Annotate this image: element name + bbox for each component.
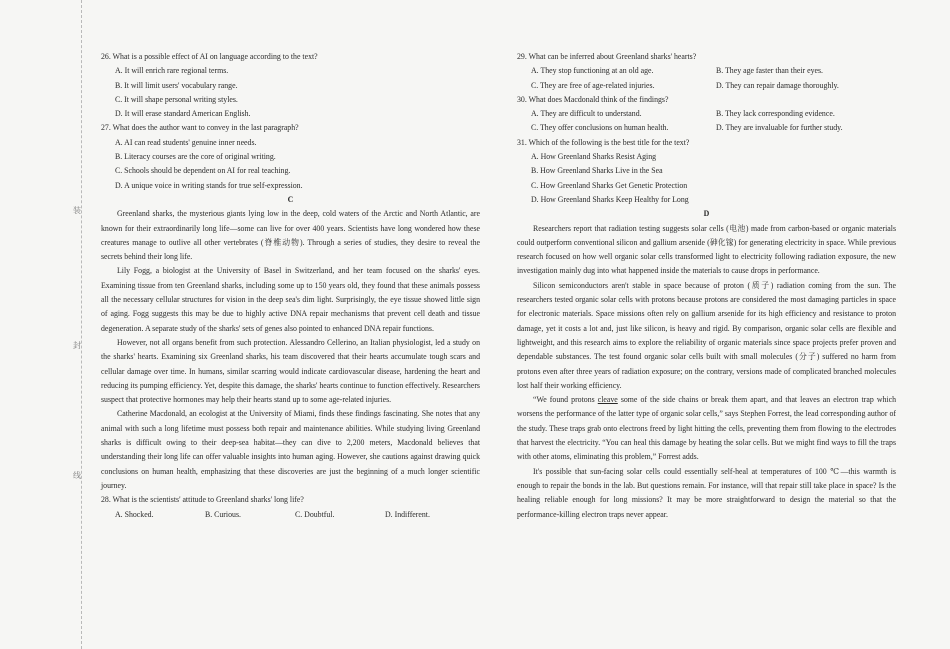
question-30-option-a: A. They are difficult to understand.: [531, 109, 642, 119]
question-31-option-d: D. How Greenland Sharks Keep Healthy for Long: [531, 194, 689, 204]
question-28-option-d: D. Indifferent.: [385, 509, 430, 519]
question-26-option-b: B. It will limit users' vocabulary range.: [115, 80, 238, 90]
section-c-heading: C: [287, 194, 294, 204]
question-29-option-b: B. They age faster than their eyes.: [716, 66, 824, 76]
question-30-option-c: C. They offer conclusions on human health.: [531, 123, 669, 133]
question-28-option-a: A. Shocked.: [115, 509, 154, 519]
passage-d-paragraph-2: Silicon semiconductors aren't stable in space because of proton (质子) radiation coming from the sun. The researchers tested organic solar cells with protons because protons are considered the most damaging particles in space for electronic materials. Space missions often rely on gallium arsenide for its high efficiency and resistance to proton damage, yet it costs a lot and, just like silicon, is heavy and rigid. By comparison, organic solar cells are flexible and lightweight, and this research aims to explore the reliability of organic materials since space projects prefer proven and dependable substances. The test found organic solar cells built with small molecules (分子) suffered no harm from protons even after three years of radiation exposure; on the contrary, versions made of complicated branched molecules lost half their working efficiency.: [517, 280, 896, 390]
question-28-option-c: C. Doubtful.: [295, 509, 335, 519]
question-29-option-a: A. They stop functioning at an old age.: [531, 66, 654, 76]
question-27-option-d: D. A unique voice in writing stands for true self-expression.: [115, 180, 303, 190]
question-27-stem: 27. What does the author want to convey in the last paragraph?: [101, 123, 299, 133]
binding-line: [81, 0, 82, 649]
binding-mark-3: 线: [73, 471, 81, 480]
question-28-options: [115, 508, 480, 522]
section-d-heading: D: [703, 209, 710, 219]
question-30-stem: 30. What does Macdonald think of the findings?: [517, 94, 669, 104]
question-31-option-a: A. How Greenland Sharks Resist Aging: [531, 152, 657, 162]
passage-c-paragraph-4: Catherine Macdonald, an ecologist at the University of Miami, finds these findings fascinating. She notes that any animal with such a long lifetime must possess both repair and maintenance abilities. While studying living Greenland sharks is difficult owing to their deep-sea habitat—they can dive to 2,200 meters, Macdonald believes that understanding their long life can offer valuable insights into human aging. However, she cautions against drawing quick conclusions on human health, emphasizing that these discoveries are just the beginning of a much longer scientific journey.: [101, 409, 480, 490]
question-26-option-d: D. It will erase standard American English.: [115, 109, 251, 119]
question-28-stem: 28. What is the scientists' attitude to Greenland sharks' long life?: [101, 495, 304, 505]
question-26-option-c: C. It will shape personal writing styles.: [115, 94, 238, 104]
question-27-option-c: C. Schools should be dependent on AI for real teaching.: [115, 166, 291, 176]
question-31-option-c: C. How Greenland Sharks Get Genetic Protection: [531, 180, 688, 190]
right-column: [517, 50, 896, 522]
question-31-stem: 31. Which of the following is the best title for the text?: [517, 137, 690, 147]
binding-mark-1: 装: [73, 206, 81, 215]
passage-c-paragraph-1: Greenland sharks, the mysterious giants lying low in the deep, cold waters of the Arctic and North Atlantic, are known for their extraordinarily long life—some can live for over 400 years. Scientists have long wondered how these creatures manage to outlive all other vertebrates (脊椎动物). Through a series of studies, they desire to reveal the secrets behind their long life.: [101, 209, 480, 262]
question-29-stem: 29. What can be inferred about Greenland sharks' hearts?: [517, 52, 697, 61]
passage-c-paragraph-3: However, not all organs benefit from such protection. Alessandro Cellerino, an Italian physiologist, led a study on the sharks' hearts. Examining six Greenland sharks, his team discovered that their hearts accumulate tough scars and cellular damage over time. In humans, similar scarring would indicate cardiovascular disease, hardening the heart and reducing its pumping efficiency. Yet, despite this damage, the sharks' hearts continue to function effectively. Researchers suspect that protective hormones may help their hearts stand up to some age-related injuries.: [101, 337, 480, 405]
question-29-option-d: D. They can repair damage thoroughly.: [716, 80, 839, 90]
question-30-options-row-1: [531, 107, 896, 121]
question-26-stem: 26. What is a possible effect of AI on language according to the text?: [101, 52, 318, 61]
left-column: [101, 50, 480, 522]
passage-d-paragraph-3-start: “We found protons: [533, 395, 598, 405]
question-27-option-b: B. Literacy courses are the core of original writing.: [115, 152, 276, 162]
question-29-option-c: C. They are free of age-related injuries.: [531, 80, 655, 90]
underlined-word-cleave: cleave: [597, 395, 618, 405]
passage-c-paragraph-2: Lily Fogg, a biologist at the University of Basel in Switzerland, and her team focused on the sharks' eyes. Examining tissue from ten Greenland sharks, including some up to 150 years old, they found that these animals possess all the necessary cellular structures for vision in the deep sea's dim light. Surprisingly, the eye tissue showed little sign of aging. Fogg suggests this may be due to highly active DNA repair mechanisms that prevent cell death and tissue degeneration. A separate study of the sharks' sets of genes also pointed to enhanced DNA repair functions.: [101, 266, 480, 333]
question-26-option-a: A. It will enrich rare regional terms.: [115, 66, 229, 76]
passage-d-paragraph-3: [517, 393, 896, 464]
passage-d-paragraph-4: It's possible that sun-facing solar cells could essentially self-heal at temperatures of 100 ℃—this warmth is enough to repair the bonds in the lab. But questions remain. For instance, will that repair still take place in space? Is the healing reliable enough for long missions? It may be more straightforward to design the material so that the performance-killing electron traps never appear.: [517, 466, 896, 519]
question-28-option-b: B. Curious.: [205, 509, 241, 519]
question-29-options-row-2: [531, 79, 896, 93]
question-30-option-d: D. They are invaluable for further study.: [716, 123, 843, 133]
question-29-options-row-1: [531, 64, 896, 78]
question-31-option-b: B. How Greenland Sharks Live in the Sea: [531, 166, 663, 176]
binding-mark-2: 封: [73, 341, 81, 350]
passage-d-paragraph-3-rest: some of the side chains or break them apart, and that leaves an electron trap which worsens the performance of the latter type of organic solar cells,” says Stephen Forrest, the lead corresponding author of the study. These traps grab onto electrons freed by light hitting the cells, preventing them from flowing to the electrodes that harvest the electricity. “You can heal this damage by heating the solar cells. But we might find ways to fill the traps with other atoms, eliminating this problem,” Forrest adds.: [517, 395, 896, 462]
passage-d-paragraph-1: Researchers report that radiation testing suggests solar cells (电池) made from carbon-based or organic materials could outperform conventional silicon and gallium arsenide (砷化镓) for generating electricity in space. While previous research focused on how well organic solar cells transformed light to electricity following radiation exposure, the new investigation mainly dug into what happened inside the materials to cause drops in performance.: [517, 223, 896, 276]
question-30-options-row-2: [531, 121, 896, 135]
question-27-option-a: A. AI can read students' genuine inner needs.: [115, 137, 257, 147]
question-30-option-b: B. They lack corresponding evidence.: [716, 109, 835, 119]
